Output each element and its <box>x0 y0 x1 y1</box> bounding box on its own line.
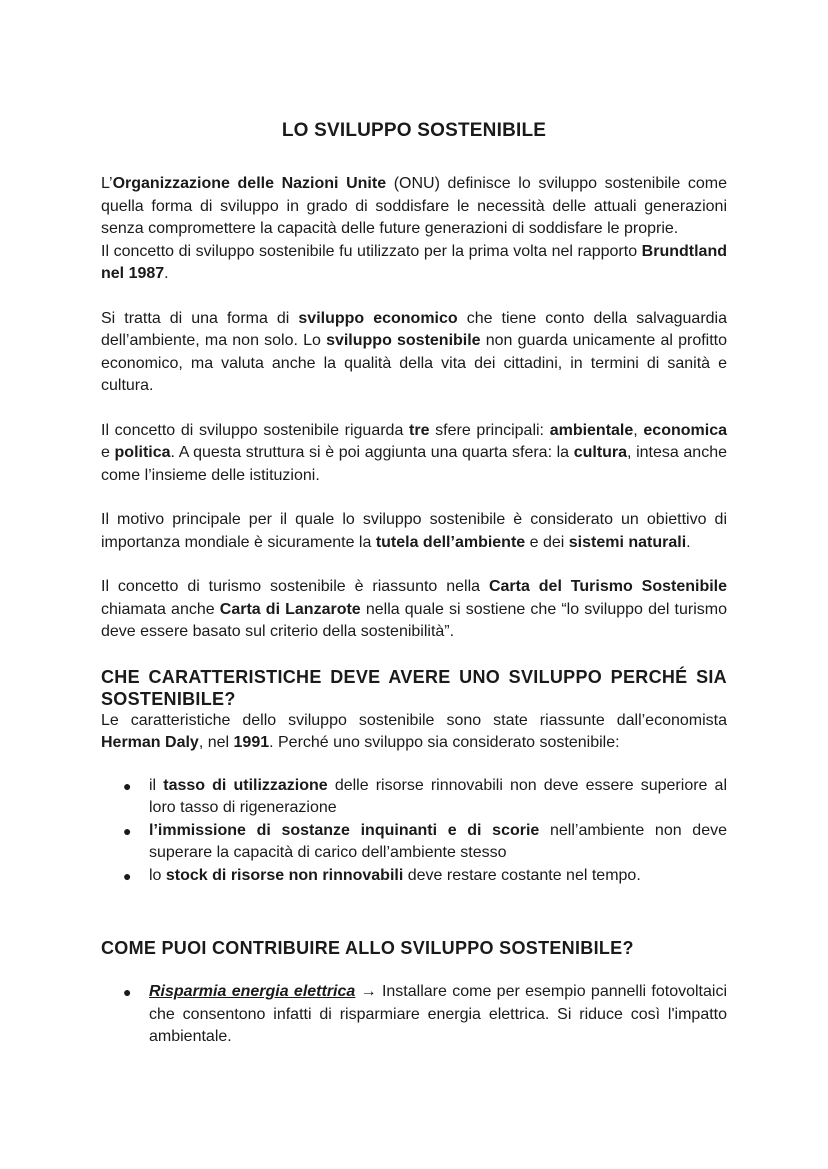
spacer <box>101 487 727 509</box>
spacer <box>101 554 727 576</box>
text: lo <box>149 866 166 884</box>
bold-text: sviluppo sostenibile <box>326 332 481 349</box>
bold-text: l’immissione di sostanze inquinanti e di scorie <box>149 821 540 839</box>
text: , nel <box>198 734 234 751</box>
spacer <box>101 959 727 981</box>
paragraph-tourism <box>101 576 727 644</box>
text: , <box>633 421 644 439</box>
bold-text: tre <box>409 421 430 439</box>
bold-text: sviluppo economico <box>298 309 458 327</box>
text: e <box>101 444 115 461</box>
paragraph-daly <box>101 710 727 755</box>
text: sfere principali: <box>429 421 550 439</box>
text: Il concetto di sviluppo sostenibile riguarda <box>101 421 410 439</box>
bold-text: sistemi naturali <box>568 533 687 551</box>
contribute-list <box>101 981 727 1049</box>
text: non guarda unicamente al profitto economico, ma valuta anche la qualità della vita dei cittadini, in termini di sanità e cultura. <box>101 332 728 394</box>
bullet-icon: ● <box>123 984 132 1000</box>
list-item <box>101 820 727 865</box>
spacer <box>101 887 727 937</box>
bullet-icon: ● <box>123 822 132 839</box>
bullet-icon: ● <box>123 867 132 884</box>
bold-text: tasso di utilizzazione <box>163 776 328 794</box>
bold-text: tutela dell’ambiente <box>375 533 526 551</box>
text: e dei <box>525 533 569 551</box>
bold-text: Carta del Turismo Sostenibile <box>488 578 728 595</box>
bold-text: cultura <box>573 444 628 461</box>
list-item <box>101 981 727 1049</box>
bold-text: Carta di Lanzarote <box>219 600 361 618</box>
spacer <box>101 644 727 666</box>
text: . <box>164 265 169 282</box>
spacer <box>101 755 727 775</box>
text: Il motivo principale per il quale lo sviluppo sostenibile è considerato un obiettivo di importanza mondiale è sicuramente la <box>101 511 727 551</box>
text: (ONU) definisce lo sviluppo sostenibile come quella forma di sviluppo in grado di soddisfare le necessità delle attuali generazioni senza compromettere la capacità delle future generazioni di soddisfare le proprie. <box>101 175 727 237</box>
text: . <box>686 533 691 551</box>
text: nella quale si sostiene che “lo sviluppo del turismo deve essere basato sul criterio della sostenibilità”. <box>101 600 728 640</box>
section-heading-characteristics: CHE CARATTERISTICHE DEVE AVERE UNO SVILUPPO PERCHÉ SIA SOSTENIBILE? <box>101 666 727 709</box>
bold-text: Organizzazione delle Nazioni Unite <box>112 175 387 192</box>
list-item <box>101 775 727 820</box>
text: Il concetto di sviluppo sostenibile fu utilizzato per la prima volta nel rapporto <box>101 242 642 260</box>
bold-text: Herman Daly <box>101 734 199 751</box>
paragraph-spheres <box>101 420 727 488</box>
text: Le caratteristiche dello sviluppo sostenibile sono state riassunte dall’economista <box>101 711 727 729</box>
bold-text: economica <box>643 421 727 439</box>
list-item <box>101 865 727 888</box>
text: il <box>149 776 164 794</box>
paragraph-motivation <box>101 509 727 554</box>
text: L’ <box>101 175 113 192</box>
text: , intesa anche come l’insieme delle istituzioni. <box>101 444 728 484</box>
paragraph-brundtland <box>101 241 727 286</box>
text: Il concetto di turismo sostenibile è riassunto nella <box>101 578 489 595</box>
bold-text: Brundtland nel 1987 <box>101 242 727 282</box>
paragraph-economic <box>101 308 727 398</box>
text: nell’ambiente non deve superare la capacità di carico dell’ambiente stesso <box>149 821 727 861</box>
text: che tiene conto della salvaguardia dell’ambiente, ma non solo. Lo <box>101 309 728 349</box>
text: . Perché uno sviluppo sia considerato sostenibile: <box>269 734 620 751</box>
spacer <box>101 286 727 308</box>
text: → Installare come per esempio pannelli fotovoltaici che consentono infatti di risparmiare energia elettrica. Si riduce così l'impatto ambientale. <box>149 983 728 1045</box>
underlined-heading: Risparmia energia elettrica <box>149 983 356 1000</box>
section-heading-contribute: COME PUOI CONTRIBUIRE ALLO SVILUPPO SOSTENIBILE? <box>101 938 634 958</box>
text: Si tratta di una forma di <box>101 309 299 327</box>
bold-text: politica <box>114 444 171 461</box>
bold-text: ambientale <box>549 421 634 439</box>
text: . A questa struttura si è poi aggiunta una quarta sfera: la <box>170 444 574 461</box>
text: delle risorse rinnovabili non deve essere superiore al loro tasso di rigenerazione <box>149 776 728 816</box>
bullet-icon: ● <box>123 777 132 794</box>
page-title: LO SVILUPPO SOSTENIBILE <box>281 120 547 141</box>
characteristics-list <box>101 775 727 888</box>
text: chiamata anche <box>101 600 220 618</box>
bold-text: stock di risorse non rinnovabili <box>165 866 404 884</box>
bold-text: 1991 <box>233 734 270 751</box>
text: deve restare costante nel tempo. <box>403 866 641 884</box>
paragraph-onu <box>101 173 727 241</box>
spacer <box>101 398 727 420</box>
